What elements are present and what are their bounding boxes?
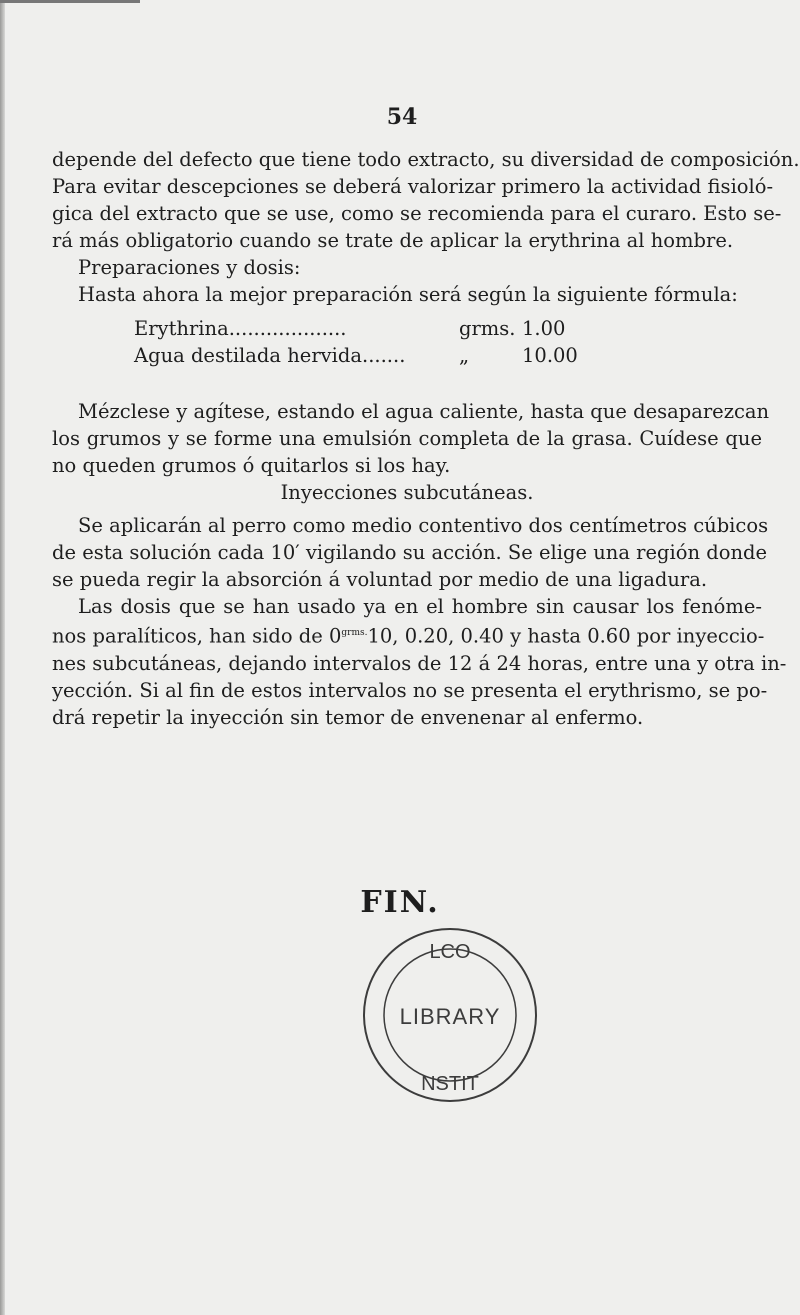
formula-ingredient (134, 315, 347, 342)
text-line: se pueda regir la absorción á voluntad por medio de una ligadura. (52, 568, 708, 591)
text-line: los grumos y se forme una emulsión completa de la grasa. Cuídese que (52, 427, 762, 450)
text-line: Se aplicarán al perro como medio contentivo dos centímetros cúbicos (78, 514, 769, 537)
formula-quantity: 10.00 (522, 344, 578, 367)
formula-intro: Hasta ahora la mejor preparación será según la siguiente fórmula: (78, 283, 738, 306)
stamp-top-text: LCO (429, 941, 471, 963)
text-line: gica del extracto que se use, como se recomienda para el curaro. Esto se- (52, 202, 782, 225)
formula-unit: „ (459, 344, 470, 367)
text-fragment: 10, 0.20, 0.40 y hasta 0.60 por inyeccio- (367, 624, 765, 648)
fin-heading: FIN. (360, 885, 440, 920)
paragraph-1 (52, 146, 800, 308)
formula-row (134, 315, 634, 342)
paragraph-4 (52, 593, 787, 731)
library-stamp (355, 920, 545, 1110)
text-line: nes subcutáneas, dejando intervalos de 12 á 24 horas, entre una y otra in- (52, 651, 787, 675)
text-line: Las dosis que se han usado ya en el hombre sin causar los fenóme- (78, 595, 762, 618)
paragraph-3 (52, 512, 769, 593)
ingredient-name: Agua destilada hervida (134, 344, 363, 367)
heading-inyecciones: Inyecciones subcutáneas. (280, 481, 534, 504)
formula-unit: grms. (459, 317, 516, 340)
text-fragment: nos paralíticos, han sido de 0 (52, 624, 342, 648)
text-line: yección. Si al fin de estos intervalos no se presenta el erythrismo, se po- (52, 678, 768, 702)
superscript-unit: grms. (341, 628, 368, 638)
paragraph-2 (52, 398, 770, 506)
text-line: rá más obligatorio cuando se trate de aplicar la erythrina al hombre. (52, 229, 734, 252)
stamp-library-text: LIBRARY (399, 1004, 501, 1029)
text-line: depende del defecto que tiene todo extracto, su diversidad de composición. (52, 148, 800, 171)
text-line: drá repetir la inyección sin temor de envenenar al enfermo. (52, 705, 644, 729)
heading-preparaciones: Preparaciones y dosis: (78, 256, 301, 279)
text-line (52, 620, 765, 650)
page-number: 54 (386, 104, 418, 130)
text-line: no queden grumos ó quitarlos si los hay. (52, 454, 451, 477)
page-edge (0, 0, 5, 1315)
stamp-bottom-text: NSTIT (421, 1073, 479, 1095)
text-line: Mézclese y agítese, estando el agua caliente, hasta que desaparezcan (78, 400, 770, 423)
formula-quantity: 1.00 (522, 317, 566, 340)
formula-row (134, 342, 634, 369)
text-line: Para evitar descepciones se deberá valorizar primero la actividad fisioló- (52, 175, 774, 198)
text-line: de esta solución cada 10′ vigilando su acción. Se elige una región donde (52, 541, 768, 564)
ingredient-name: Erythrina (134, 317, 229, 340)
formula-ingredient (134, 342, 405, 369)
dot-leader: ................... (228, 317, 347, 340)
top-rule (0, 0, 140, 3)
dot-leader: ....... (362, 344, 406, 367)
formula (134, 315, 634, 369)
